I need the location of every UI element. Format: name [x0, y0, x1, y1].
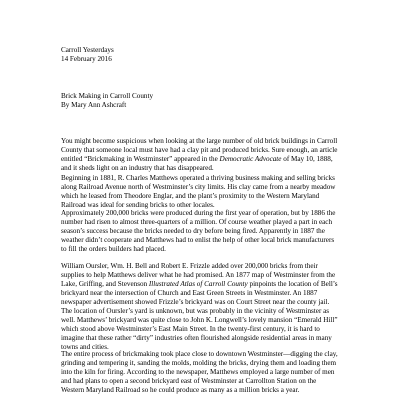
paragraph-line: and had plans to open a second brickyard east of Westminster at Carrollton Station on the — [61, 377, 317, 386]
paragraph-1 — [61, 137, 361, 173]
paragraph-3 — [61, 209, 361, 254]
paragraph-line: grinding and tempering it, sanding the molds, molding the bricks, drying them and loading them — [61, 359, 337, 368]
atlas-title: Illustrated Atlas of Carroll County — [148, 280, 248, 289]
paragraph-line: Approximately 200,000 bricks were produced during the first year of operation, but by 1886 the — [61, 209, 336, 217]
publication-date: 14 February 2016 — [61, 55, 112, 64]
paragraph-line: weather didn’t cooperate and Matthews had to enlist the help of other local brick manufacturers — [61, 236, 335, 245]
paragraph-line: imagine that these rather “dirty” industries often flourished alongside residential areas in many — [61, 334, 332, 343]
article-heading — [61, 92, 361, 110]
paragraph-line: to fill the orders builders had placed. — [61, 245, 166, 254]
paragraph-line: brickyard near the intersection of Church and East Green Streets in Westminster. An 1887 — [61, 289, 318, 298]
paragraph-text: entitled “Brickmaking in Westminster” appeared in the — [61, 155, 220, 164]
paragraph-text: Lake, Griffing, and Stevenson — [61, 280, 149, 289]
paragraph-line: which he leased from Theodore Englar, and the plant’s proximity to the Western Maryland — [61, 192, 320, 201]
article-title: Brick Making in Carroll County — [61, 92, 154, 100]
paragraph-5 — [61, 350, 361, 395]
column-header — [61, 46, 361, 64]
paragraph-4 — [61, 262, 361, 352]
paragraph-line: towns and cities. — [61, 343, 109, 352]
paragraph-text: of May 10, 1888, — [281, 155, 333, 164]
paragraph-text: pinpoints the location of Bell’s — [247, 280, 338, 289]
paragraph-line: into the kiln for firing. According to the newspaper, Matthews employed a large number of men — [61, 368, 335, 377]
paragraph-line: Beginning in 1881, R. Charles Matthews operated a thriving business making and selling bricks — [61, 174, 335, 182]
paragraph-line: well. Matthews’ brickyard was quite close to John K. Longwell’s lovely mansion “Emerald Hill” — [61, 316, 338, 325]
paragraph-line: newspaper advertisement showed Frizzle’s brickyard was on Court Street near the county jail. — [61, 298, 330, 307]
paragraph-line: The entire process of brickmaking took place close to downtown Westminster—digging the clay, — [61, 350, 338, 358]
newspaper-title: Democratic Advocate — [219, 155, 282, 164]
paragraph-2 — [61, 174, 361, 210]
paragraph-line: along Railroad Avenue north of Westminster’s city limits. His clay came from a nearby meadow — [61, 183, 336, 192]
paragraph-line: number had risen to almost three-quarters of a million. Of course weather played a part in each — [61, 218, 333, 227]
paragraph-line — [61, 155, 361, 164]
paragraph-line — [61, 280, 361, 289]
column-name: Carroll Yesterdays — [61, 46, 114, 54]
paragraph-line: which stood above Westminster’s East Main Street. In the twenty-first century, it is hard to — [61, 325, 320, 334]
paragraph-line: season’s success because the bricks needed to dry before being fired. Apparently in 1887 the — [61, 227, 325, 236]
paragraph-line: The location of Oursler’s yard is unknown, but was probably in the vicinity of Westminster as — [61, 307, 330, 316]
article-byline: By Mary Ann Ashcraft — [61, 101, 127, 110]
paragraph-line: William Oursler, Wm. H. Bell and Robert E. Frizzle added over 200,000 bricks from their — [61, 262, 318, 270]
paragraph-line: County that someone local must have had a clay pit and produced bricks. Sure enough, an article — [61, 146, 338, 155]
paragraph-line: supplies to help Matthews deliver what he had promised. An 1877 map of Westminster from the — [61, 271, 336, 280]
paragraph-line: Railroad was ideal for sending bricks to other locales. — [61, 201, 215, 210]
paragraph-line: and it sheds light on an industry that has disappeared. — [61, 164, 214, 173]
paragraph-line: Western Maryland Railroad so he could produce as many as a million bricks a year. — [61, 386, 300, 395]
paragraph-line: You might become suspicious when looking at the large number of old brick buildings in Carroll — [61, 137, 338, 145]
